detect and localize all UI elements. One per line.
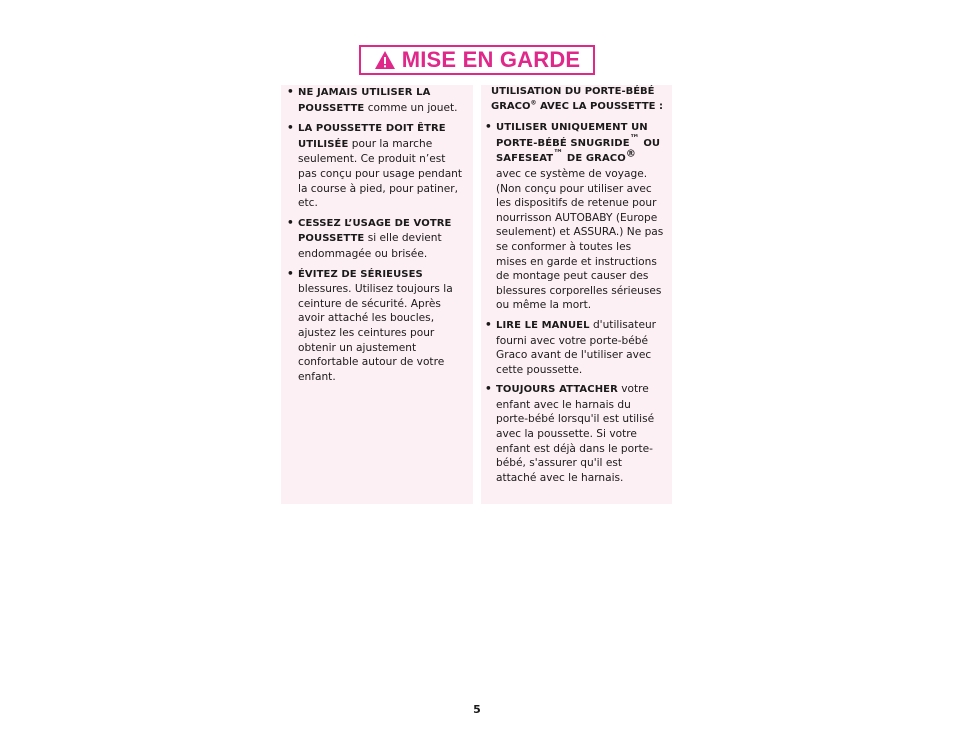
bullet: • xyxy=(287,122,294,135)
item-bold: ÉVITEZ DE SÉRIEUSES xyxy=(298,268,423,280)
item-bold: UTILISER UNIQUEMENT UN PORTE-BÉBÉ SNUGRIDE xyxy=(496,122,648,149)
list-item xyxy=(485,318,664,377)
list-item xyxy=(287,267,465,385)
item-bold: TOUJOURS ATTACHER xyxy=(496,384,618,396)
item-text: pour la marche seulement. Ce produit n’est pas conçu pour usage pendant la course à pied, pour patiner, etc. xyxy=(298,137,463,210)
list-item xyxy=(485,120,664,313)
bullet: • xyxy=(287,267,294,280)
item-text: comme un jouet. xyxy=(364,101,458,114)
item-bold: NE JAMAIS UTILISER LA POUSSETTE xyxy=(298,87,431,114)
bullet: • xyxy=(287,86,294,98)
registered-mark: ® xyxy=(625,148,636,160)
item-text: d'utilisateur fourni avec votre porte-bébé Graco avant de l'utiliser avec cette poussette. xyxy=(496,318,657,376)
bullet: • xyxy=(485,121,492,134)
page-number: 5 xyxy=(473,703,481,716)
heading-text: UTILISATION DU PORTE-BÉBÉ GRACO xyxy=(491,86,655,112)
item-text: si elle devient endommagée ou brisée. xyxy=(298,232,442,260)
bullet: • xyxy=(485,383,492,396)
item-text: votre enfant avec le harnais du porte-bébé lorsqu'il est utilisé avec la poussette. Si votre enfant est déjà dans le porte-bébé, s'assurer qu'il est attaché avec le harnais. xyxy=(496,383,655,484)
list-item xyxy=(287,216,465,262)
registered-mark: ® xyxy=(530,99,537,107)
item-bold: CESSEZ L’USAGE DE VOTRE POUSSETTE xyxy=(298,217,452,245)
right-column xyxy=(481,85,672,504)
left-column xyxy=(281,85,473,504)
bullet: • xyxy=(287,216,294,229)
list-item xyxy=(287,85,465,116)
item-text: blessures. Utilisez toujours la ceinture de sécurité. Après avoir attaché les boucles, ajustez les ceintures pour obtenir un ajustement confortable autour de votre enfant. xyxy=(298,283,453,383)
heading-text-2: AVEC LA POUSSETTE : xyxy=(536,100,663,112)
section-heading xyxy=(485,85,664,114)
item-bold: DE GRACO xyxy=(563,153,626,165)
warning-header xyxy=(359,45,595,75)
trademark-mark: ™ xyxy=(553,148,564,160)
item-bold: LA POUSSETTE DOIT ÊTRE UTILISÉE xyxy=(298,123,446,150)
item-bold: OU SAFESEAT xyxy=(496,137,661,165)
trademark-mark: ™ xyxy=(629,133,640,145)
bullet: • xyxy=(485,318,492,331)
list-item xyxy=(287,121,465,211)
warning-icon xyxy=(374,50,396,70)
item-bold: LIRE LE MANUEL xyxy=(496,319,590,331)
item-text: avec ce système de voyage. (Non conçu pour utiliser avec les dispositifs de retenue pour nourrisson AUTOBABY (Europe seulement) et ASSURA.) Ne pas se conformer à toutes les mises en garde et instructions de montage peut causer des blessures corporelles sérieuses ou même la mort. xyxy=(496,167,664,312)
header-title: MISE EN GARDE xyxy=(401,47,581,72)
list-item xyxy=(485,382,664,485)
